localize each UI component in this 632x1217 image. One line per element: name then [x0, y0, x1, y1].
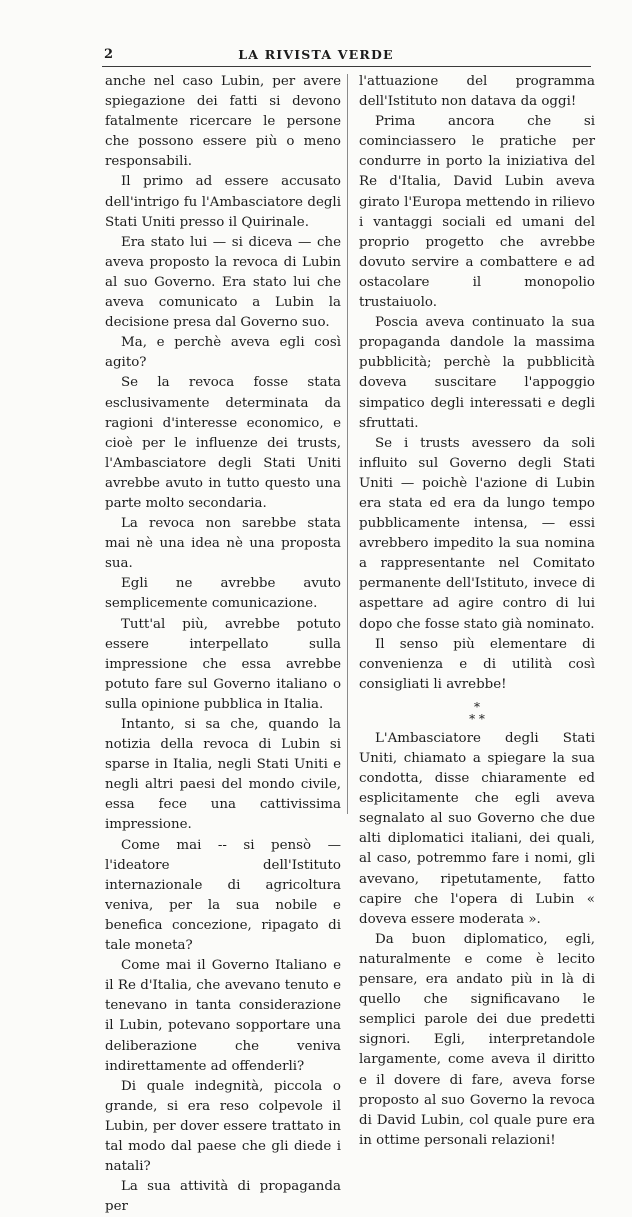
paragraph: Egli ne avrebbe avuto semplicemente comunicazione.: [105, 576, 341, 612]
paragraph: anche nel caso Lubin, per avere spiegazione dei fatti si devono fatalmente ricercare le persone che possono essere più o meno responsabili.: [105, 74, 341, 170]
paragraph: La revoca non sarebbe stata mai nè una idea nè una proposta sua.: [105, 516, 341, 572]
paragraph: Se i trusts avessero da soli influito sul Governo degli Stati Uniti — poichè l'azione di Lubin era stata ed era da lungo tempo pubblicamente intensa, — essi avrebbero impedito la sua nomina a rappresentante nel Comitato permanente dell'Istituto, invece di aspettare ad agire contro di lui dopo che fosse stato già nominato.: [359, 435, 595, 632]
running-title: LA RIVISTA VERDE: [238, 47, 394, 62]
paragraph: Se la revoca fosse stata esclusivamente determinata da ragioni d'interesse economico, e cioè per le influenze dei trusts, l'Ambasciatore degli Stati Uniti avrebbe avuto in tutto questo una parte molto secondaria.: [105, 375, 341, 511]
column-divider: [347, 74, 348, 814]
asterism-bottom: * *: [469, 711, 485, 726]
paragraph: Di quale indegnità, piccola o grande, si era reso colpevole il Lubin, per dover essere trattato in tal modo dal paese che gli diede i natali?: [105, 1078, 341, 1175]
right-column: [359, 72, 595, 1151]
page-number: 2: [104, 47, 114, 62]
paragraph: Ma, e perchè aveva egli così agito?: [105, 335, 341, 371]
asterism-top: *: [474, 699, 480, 714]
paragraph: Il senso più elementare di convenienza e di utilità così consigliati li avrebbe!: [359, 636, 595, 692]
paragraph: Da buon diplomatico, egli, naturalmente e come è lecito pensare, era andato più in là di quello che significavano le semplici parole dei due predetti signori. Egli, interpretandole largamente, come aveva il diritto e il dovere di fare, aveva forse proposto al suo Governo la revoca di David Lubin, col quale pure era in ottime personali relazioni!: [359, 931, 595, 1148]
header-rule: [102, 66, 591, 67]
paragraph: L'Ambasciatore degli Stati Uniti, chiamato a spiegare la sua condotta, disse chiaramente ed esplicitamente che egli aveva segnalato al suo Governo che due alti diplomatici italiani, dei quali, al caso, potremmo fare i nomi, gli avevano, ripetutamente, fatto capire che l'opera di Lubin « doveva essere moderata ».: [359, 730, 595, 927]
paragraph: Intanto, si sa che, quando la notizia della revoca di Lubin si sparse in Italia, negli Stati Uniti e negli altri paesi del mondo civile, essa fece una cattivissima impressione.: [105, 717, 341, 833]
paragraph: Come mai il Governo Italiano e il Re d'Italia, che avevano tenuto e tenevano in tanta considerazione il Lubin, potevano sopportare una deliberazione che veniva indirettamente ad offenderli?: [105, 958, 341, 1074]
paragraph: Prima ancora che si cominciassero le pratiche per condurre in porto la iniziativa del Re d'Italia, David Lubin aveva girato l'Europa mettendo in rilievo i vantaggi sociali ed umani del proprio progetto che avrebbe dovuto servire a combattere e ad ostacolare il monopolio trustaiuolo.: [359, 114, 595, 311]
asterism: [359, 701, 595, 725]
paragraph: Il primo ad essere accusato dell'intrigo fu l'Ambasciatore degli Stati Uniti presso il Quirinale.: [105, 174, 341, 230]
paragraph: l'attuazione del programma dell'Istituto non datava da oggi!: [359, 74, 595, 110]
paragraph: Tutt'al più, avrebbe potuto essere interpellato sulla impressione che essa avrebbe potuto fare sul Governo italiano o sulla opinione pubblica in Italia.: [105, 616, 341, 712]
paragraph: Era stato lui — si diceva — che aveva proposto la revoca di Lubin al suo Governo. Era stato lui che aveva comunicato a Lubin la decisione presa dal Governo suo.: [105, 234, 341, 331]
paragraph: La sua attività di propaganda per: [105, 1179, 341, 1215]
paragraph: Poscia aveva continuato la sua propaganda dandole la massima pubblicità; perchè la pubblicità doveva suscitare l'appoggio simpatico degli interessati e degli sfruttati.: [359, 315, 595, 431]
paragraph: Come mai -- si pensò — l'ideatore dell'Istituto internazionale di agricoltura veniva, per la sua nobile e benefica concezione, ripagato di tale moneta?: [105, 837, 341, 954]
left-column: [105, 72, 341, 1217]
